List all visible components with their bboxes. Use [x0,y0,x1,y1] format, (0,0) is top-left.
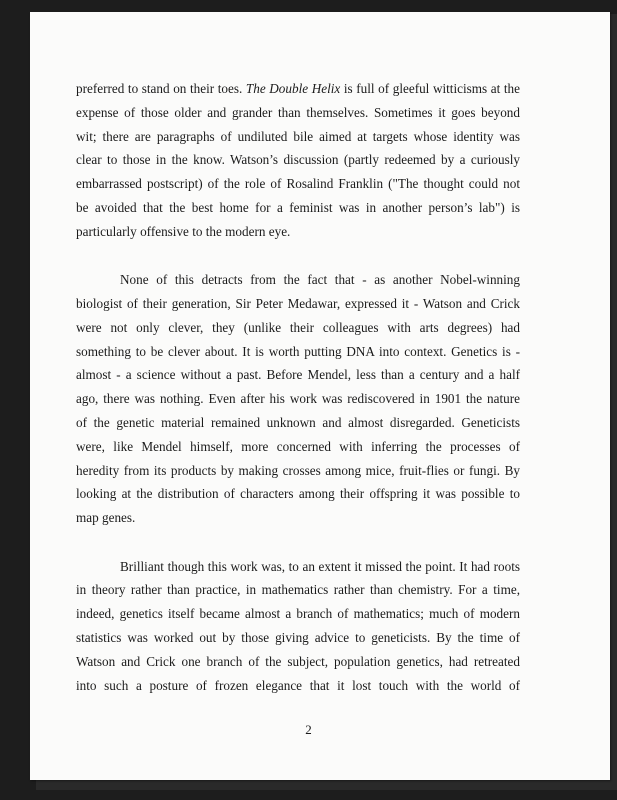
text-line: were, like Mendel himself, more concerned with inferring the processes of [76,438,520,454]
paragraph [76,77,520,244]
text-line: something to be clever about. It is worth putting DNA into context. Genetics is - [76,343,520,359]
text-line: looking at the distribution of characters among their offspring it was possible to [76,486,520,502]
text-line: statistics was worked out by those giving advice to geneticists. By the time of [76,629,520,645]
text-line: wit; there are paragraphs of undiluted bile aimed at targets whose identity was [76,128,520,144]
paragraph-gap [76,244,520,269]
text-line: almost - a science without a past. Before Mendel, less than a century and a half [76,367,520,383]
text-line: biologist of their generation, Sir Peter Medawar, expressed it - Watson and Crick [76,295,520,311]
text-line: preferred to stand on their toes. The Double Helix is full of gleeful witticisms at the [76,81,520,96]
text-line: in theory rather than practice, in mathematics rather than chemistry. For a time, [76,582,520,598]
text-line: were not only clever, they (unlike their colleagues with arts degrees) had [76,319,520,335]
text-line: Watson and Crick one branch of the subject, population genetics, had retreated [76,653,520,669]
paragraph-gap [76,530,520,555]
text-line: clear to those in the know. Watson’s discussion (partly redeemed by a curiously [76,152,520,168]
text-line: embarrassed postscript) of the role of Rosalind Franklin ("The thought could not [76,176,520,192]
text-line: ago, there was nothing. Even after his work was rediscovered in 1901 the nature [76,391,520,407]
page-number: 2 [305,722,312,737]
text-line: indeed, genetics itself became almost a branch of mathematics; much of modern [76,606,520,622]
text-line: of the genetic material remained unknown and almost disregarded. Geneticists [76,414,520,430]
paragraph [76,555,520,698]
text-line: Brilliant though this work was, to an extent it missed the point. It had roots [120,558,520,574]
text-line: heredity from its products by making crosses among mice, fruit-flies or fungi. By [76,462,520,478]
text-line: particularly offensive to the modern eye. [76,223,291,239]
body-text [76,77,520,697]
text-line: into such a posture of frozen elegance that it lost touch with the world of [76,677,520,693]
text-line: expense of those older and grander than themselves. Sometimes it goes beyond [76,104,520,120]
paragraph [76,268,520,530]
text-line: be avoided that the best home for a feminist was in another person’s lab") is [76,199,520,215]
text-line: None of this detracts from the fact that - as another Nobel-winning [120,272,520,288]
book-title: The Double Helix [245,81,341,96]
text-line: map genes. [76,510,136,526]
